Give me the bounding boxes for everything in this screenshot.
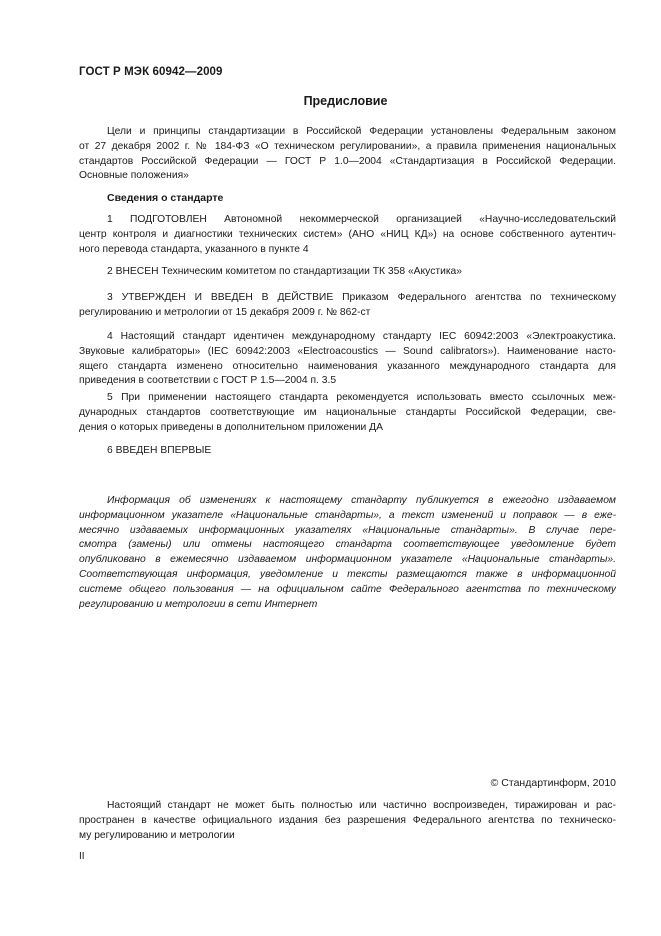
page-title: Предисловие <box>303 94 388 108</box>
page-number: II <box>79 851 85 862</box>
notice-line: информационном указателе «Национальные стандарты», а текст изменений и поправок — в еже- <box>79 509 616 521</box>
copyright-notice: © Стандартинформ, 2010 <box>490 777 616 789</box>
item-4-paragraph <box>79 330 616 389</box>
item-2-line: 2 ВНЕСЕН Техническим комитетом по стандартизации ТК 358 «Акустика» <box>107 266 463 277</box>
item-1-line: ного перевода стандарта, указанного в пункте 4 <box>79 243 309 255</box>
notice-line: системе общего пользования — на официальном сайте Федерального агентства по техническому <box>79 583 616 595</box>
item-3-line: 3 УТВЕРЖДЕН И ВВЕДЕН В ДЕЙСТВИЕ Приказом Федерального агентства по техническому <box>107 292 616 303</box>
item-4-line: 4 Настоящий стандарт идентичен международному стандарту IEC 60942:2003 «Электроакустика. <box>107 331 616 342</box>
rights-paragraph <box>79 799 616 843</box>
item-5-line: дународных стандартов соответствующие им национальные стандарты Российской Федерации, све- <box>79 406 616 418</box>
rights-line: пространен в качестве официального издания без разрешения Федерального агентства по техническо- <box>79 814 616 826</box>
intro-line: от 27 декабря 2002 г. № 184-ФЗ «О техническом регулировании», а правила применения национальных <box>79 140 616 152</box>
notice-paragraph <box>79 494 616 612</box>
intro-line: стандартов Российской Федерации — ГОСТ Р 1.0—2004 «Стандартизация в Российской Федерации. <box>79 155 616 167</box>
item-6-paragraph <box>79 444 616 459</box>
item-5-line: дения о которых приведены в дополнительном приложении ДА <box>79 421 383 433</box>
item-4-line: приведения в соответствии с ГОСТ Р 1.5—2004 п. 3.5 <box>79 375 337 387</box>
item-2-paragraph <box>79 265 616 280</box>
notice-line: регулированию и метрологии в сети Интернет <box>79 598 318 610</box>
item-5-paragraph <box>79 391 616 435</box>
intro-line: Цели и принципы стандартизации в Российской Федерации установлены Федеральным законом <box>107 126 616 137</box>
item-4-line: Звуковые калибраторы» (IEC 60942:2003 «Electroacoustics — Sound calibrators»). Наименование насто- <box>79 345 616 357</box>
item-3-line: регулированию и метрологии от 15 декабря 2009 г. № 862-ст <box>79 306 371 318</box>
intro-paragraph <box>79 125 616 184</box>
rights-line: Настоящий стандарт не может быть полностью или частично воспроизведен, тиражирован и рас- <box>107 800 616 811</box>
intro-line: Основные положения» <box>79 170 189 182</box>
standard-code-header: ГОСТ Р МЭК 60942—2009 <box>79 66 223 78</box>
rights-line: му регулированию и метрологии <box>79 829 235 841</box>
item-5-line: 5 При применении настоящего стандарта рекомендуется использовать вместо ссылочных меж- <box>107 392 616 403</box>
item-1-paragraph <box>79 213 616 257</box>
item-4-line: ящего стандарта изменено относительно наименования указанного международного стандарта для <box>79 360 616 372</box>
notice-line: Информация об изменениях к настоящему стандарту публикуется в ежегодно издаваемом <box>107 495 616 506</box>
item-1-line: 1 ПОДГОТОВЛЕН Автономной некоммерческой организацией «Научно-исследовательский <box>107 214 616 225</box>
notice-line: смотра (замены) или отмены настоящего стандарта соответствующее уведомление будет <box>79 539 616 551</box>
item-6-line: 6 ВВЕДЕН ВПЕРВЫЕ <box>107 445 212 456</box>
item-3-paragraph <box>79 291 616 321</box>
section-subheading: Сведения о стандарте <box>107 192 224 204</box>
notice-line: Соответствующая информация, уведомление и тексты размещаются также в информационной <box>79 568 616 580</box>
notice-line: месячно издаваемых информационных указателях «Национальные стандарты». В случае пере- <box>79 524 616 536</box>
item-1-line: центр контроля и диагностики технических систем» (АНО «НИЦ КД») на основе собственного аутентич- <box>79 228 616 240</box>
notice-line: опубликовано в ежемесячно издаваемом информационном указателе «Национальные стандарты». <box>79 554 616 566</box>
